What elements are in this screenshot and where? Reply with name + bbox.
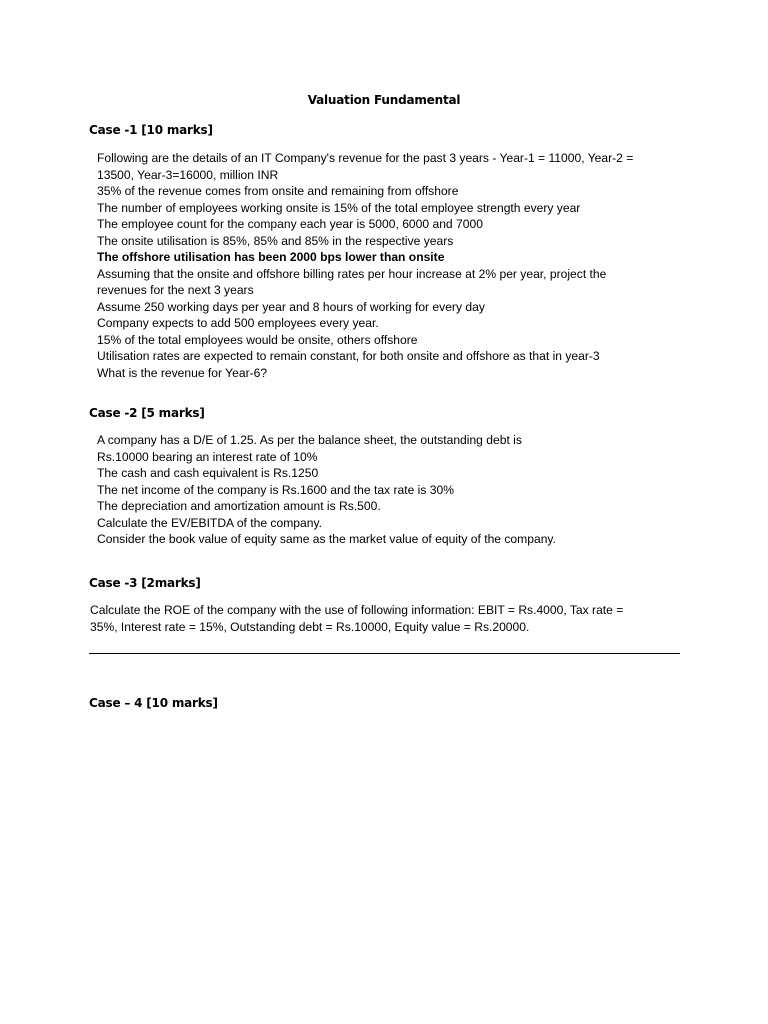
case-2-line: The depreciation and amortization amount is Rs.500. [97, 499, 381, 513]
case-2-line: The cash and cash equivalent is Rs.1250 [97, 466, 319, 480]
case-2-line: A company has a D/E of 1.25. As per the balance sheet, the outstanding debt is [97, 433, 522, 447]
case-1-heading: Case -1 [10 marks] [89, 123, 213, 137]
case-1-line: Following are the details of an IT Company's revenue for the past 3 years - Year-1 = 11000, Year-2 = [97, 151, 634, 165]
case-1-line: Company expects to add 500 employees every year. [97, 316, 379, 330]
case-1-line: The onsite utilisation is 85%, 85% and 85% in the respective years [97, 233, 454, 248]
case-1-line: 15% of the total employees would be onsite, others offshore [97, 332, 418, 347]
case-1-line: The employee count for the company each year is 5000, 6000 and 7000 [97, 217, 483, 231]
document-title: Valuation Fundamental [307, 93, 461, 107]
case-1-bold-line: The offshore utilisation has been 2000 bps lower than onsite [97, 250, 445, 264]
case-2-body [97, 432, 556, 548]
case-2-line: Consider the book value of equity same as the market value of equity of the company. [97, 532, 556, 546]
case-1-line: revenues for the next 3 years [97, 283, 254, 297]
case-3-line: Calculate the ROE of the company with the use of following information: EBIT = Rs.4000, Tax rate = [90, 603, 624, 617]
case-4-heading: Case – 4 [10 marks] [89, 696, 218, 710]
case-2-line: Calculate the EV/EBITDA of the company. [97, 515, 322, 530]
case-1-line: 35% of the revenue comes from onsite and remaining from offshore [97, 184, 459, 198]
case-1-line: The number of employees working onsite is 15% of the total employee strength every year [97, 200, 581, 215]
case-1-line: What is the revenue for Year-6? [97, 365, 268, 380]
case-1-body [97, 150, 633, 381]
case-1-line: Assume 250 working days per year and 8 hours of working for every day [97, 299, 485, 314]
case-1-line: Assuming that the onsite and offshore billing rates per hour increase at 2% per year, project the [97, 266, 607, 281]
case-1-line: 13500, Year-3=16000, million INR [97, 167, 279, 182]
case-3-line: 35%, Interest rate = 15%, Outstanding debt = Rs.10000, Equity value = Rs.20000. [90, 619, 530, 634]
case-3-heading: Case -3 [2marks] [89, 576, 201, 590]
case-2-line: The net income of the company is Rs.1600 and the tax rate is 30% [97, 482, 454, 497]
case-2-line: Rs.10000 bearing an interest rate of 10% [97, 449, 318, 464]
case-3-body [90, 602, 623, 635]
horizontal-divider [89, 653, 680, 654]
case-2-heading: Case -2 [5 marks] [89, 406, 205, 420]
case-1-line: Utilisation rates are expected to remain constant, for both onsite and offshore as that in year-3 [97, 349, 600, 363]
